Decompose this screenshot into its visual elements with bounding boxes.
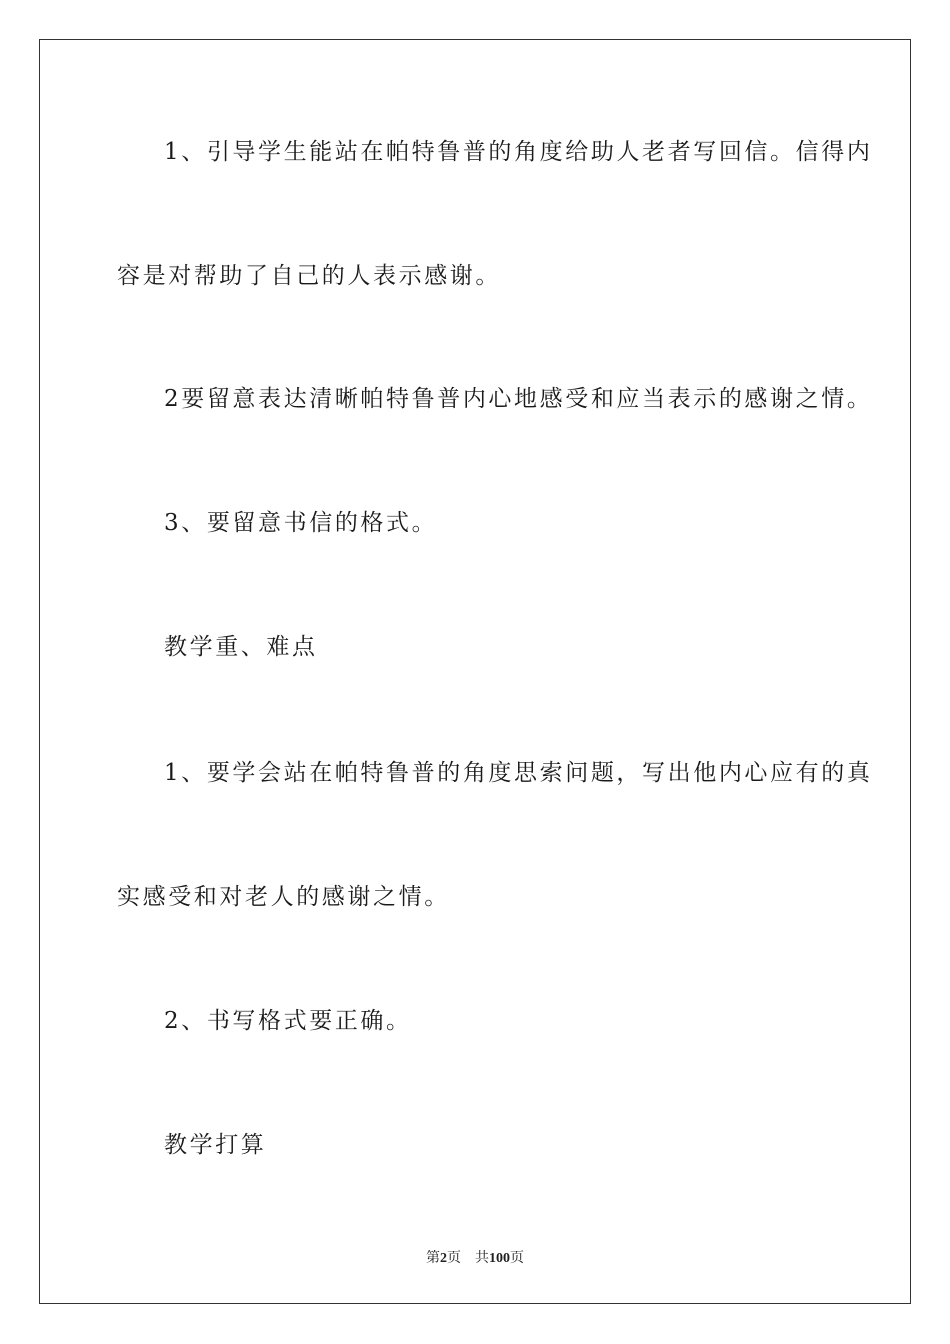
total-suffix: 页 [510, 1251, 524, 1266]
page-number: 2 [440, 1251, 447, 1266]
page-prefix: 第 [426, 1251, 440, 1266]
paragraph-line: 1、要学会站在帕特鲁普的角度思索问题，写出他内心应有的真 [164, 760, 873, 786]
section-heading: 教学重、难点 [164, 634, 318, 660]
page-border [39, 39, 911, 1304]
page-footer [0, 1247, 950, 1267]
paragraph-line: 2、书写格式要正确。 [164, 1008, 412, 1034]
paragraph-line: 3、要留意书信的格式。 [164, 510, 438, 536]
section-heading: 教学打算 [164, 1132, 267, 1158]
paragraph-line: 1、引导学生能站在帕特鲁普的角度给助人老者写回信。信得内 [164, 139, 873, 165]
paragraph-line: 容是对帮助了自己的人表示感谢。 [117, 263, 501, 289]
total-pages: 100 [489, 1251, 510, 1266]
page-suffix: 页 [447, 1251, 461, 1266]
total-prefix: 共 [475, 1251, 489, 1266]
paragraph-line: 实感受和对老人的感谢之情。 [117, 884, 450, 910]
paragraph-line: 2要留意表达清晰帕特鲁普内心地感受和应当表示的感谢之情。 [164, 386, 873, 412]
